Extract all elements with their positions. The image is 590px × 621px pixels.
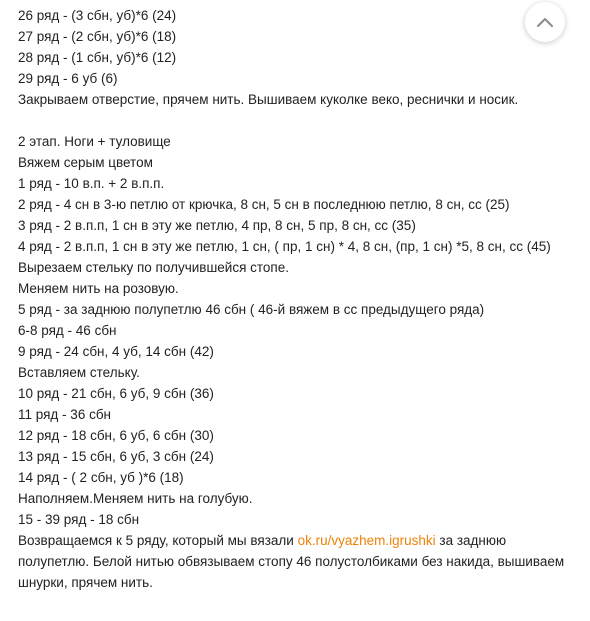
pattern-line: 28 ряд - (1 сбн, уб)*6 (12)	[18, 50, 177, 65]
pattern-line: 11 ряд - 36 сбн	[18, 407, 112, 422]
final-text-after-link: за заднюю полупетлю. Белой нитью обвязываем стопу 46 полустолбиками без накида, вышиваем шнурки, прячем нить.	[18, 533, 565, 590]
pattern-line: 3 ряд - 2 в.п.п, 1 сн в эту же петлю, 4 пр, 8 сн, 5 пр, 8 сн, сс (35)	[18, 218, 416, 233]
final-paragraph	[18, 530, 566, 593]
pattern-line: Закрываем отверстие, прячем нить. Вышиваем куколке веко, реснички и носик.	[18, 92, 519, 107]
pattern-line: 10 ряд - 21 сбн, 6 уб, 9 сбн (36)	[18, 386, 214, 401]
pattern-line: 2 ряд - 4 сн в 3-ю петлю от крючка, 8 сн, 5 сн в последнюю петлю, 8 сн, сс (25)	[18, 197, 510, 212]
pattern-line: 6-8 ряд - 46 сбн	[18, 323, 117, 338]
group-link[interactable]: ok.ru/vyazhem.igrushki	[297, 533, 436, 548]
blank-line	[18, 110, 566, 131]
pattern-line: 27 ряд - (2 сбн, уб)*6 (18)	[18, 29, 177, 44]
pattern-line: 4 ряд - 2 в.п.п, 1 сн в эту же петлю, 1 сн, ( пр, 1 сн) * 4, 8 сн, (пр, 1 сн) *5, 8 сн, сс (45)	[18, 239, 551, 254]
pattern-line: Вставляем стельку.	[18, 365, 140, 380]
pattern-line: Наполняем.Меняем нить на голубую.	[18, 491, 253, 506]
section-heading: 2 этап. Ноги + туловище	[18, 134, 171, 149]
pattern-line: 13 ряд - 15 сбн, 6 уб, 3 сбн (24)	[18, 449, 214, 464]
pattern-line: 15 - 39 ряд - 18 сбн	[18, 512, 140, 527]
pattern-line: 26 ряд - (3 сбн, уб)*6 (24)	[18, 8, 177, 23]
final-text-before-link: Возвращаемся к 5 ряду, который мы вязали	[18, 533, 298, 548]
pattern-line: 5 ряд - за заднюю полупетлю 46 сбн ( 46-й вяжем в сс предыдущего ряда)	[18, 302, 485, 317]
pattern-line: Вяжем серым цветом	[18, 155, 153, 170]
scroll-to-top-button[interactable]	[525, 2, 565, 42]
article-text	[18, 5, 566, 593]
pattern-line: Вырезаем стельку по получившейся стопе.	[18, 260, 289, 275]
pattern-line: 9 ряд - 24 сбн, 4 уб, 14 сбн (42)	[18, 344, 214, 359]
pattern-line: 29 ряд - 6 уб (6)	[18, 71, 118, 86]
pattern-line: Меняем нить на розовую.	[18, 281, 179, 296]
pattern-line: 12 ряд - 18 сбн, 6 уб, 6 сбн (30)	[18, 428, 214, 443]
pattern-line: 14 ряд - ( 2 сбн, уб )*6 (18)	[18, 470, 184, 485]
chevron-up-icon	[536, 16, 554, 28]
pattern-line: 1 ряд - 10 в.п. + 2 в.п.п.	[18, 176, 165, 191]
